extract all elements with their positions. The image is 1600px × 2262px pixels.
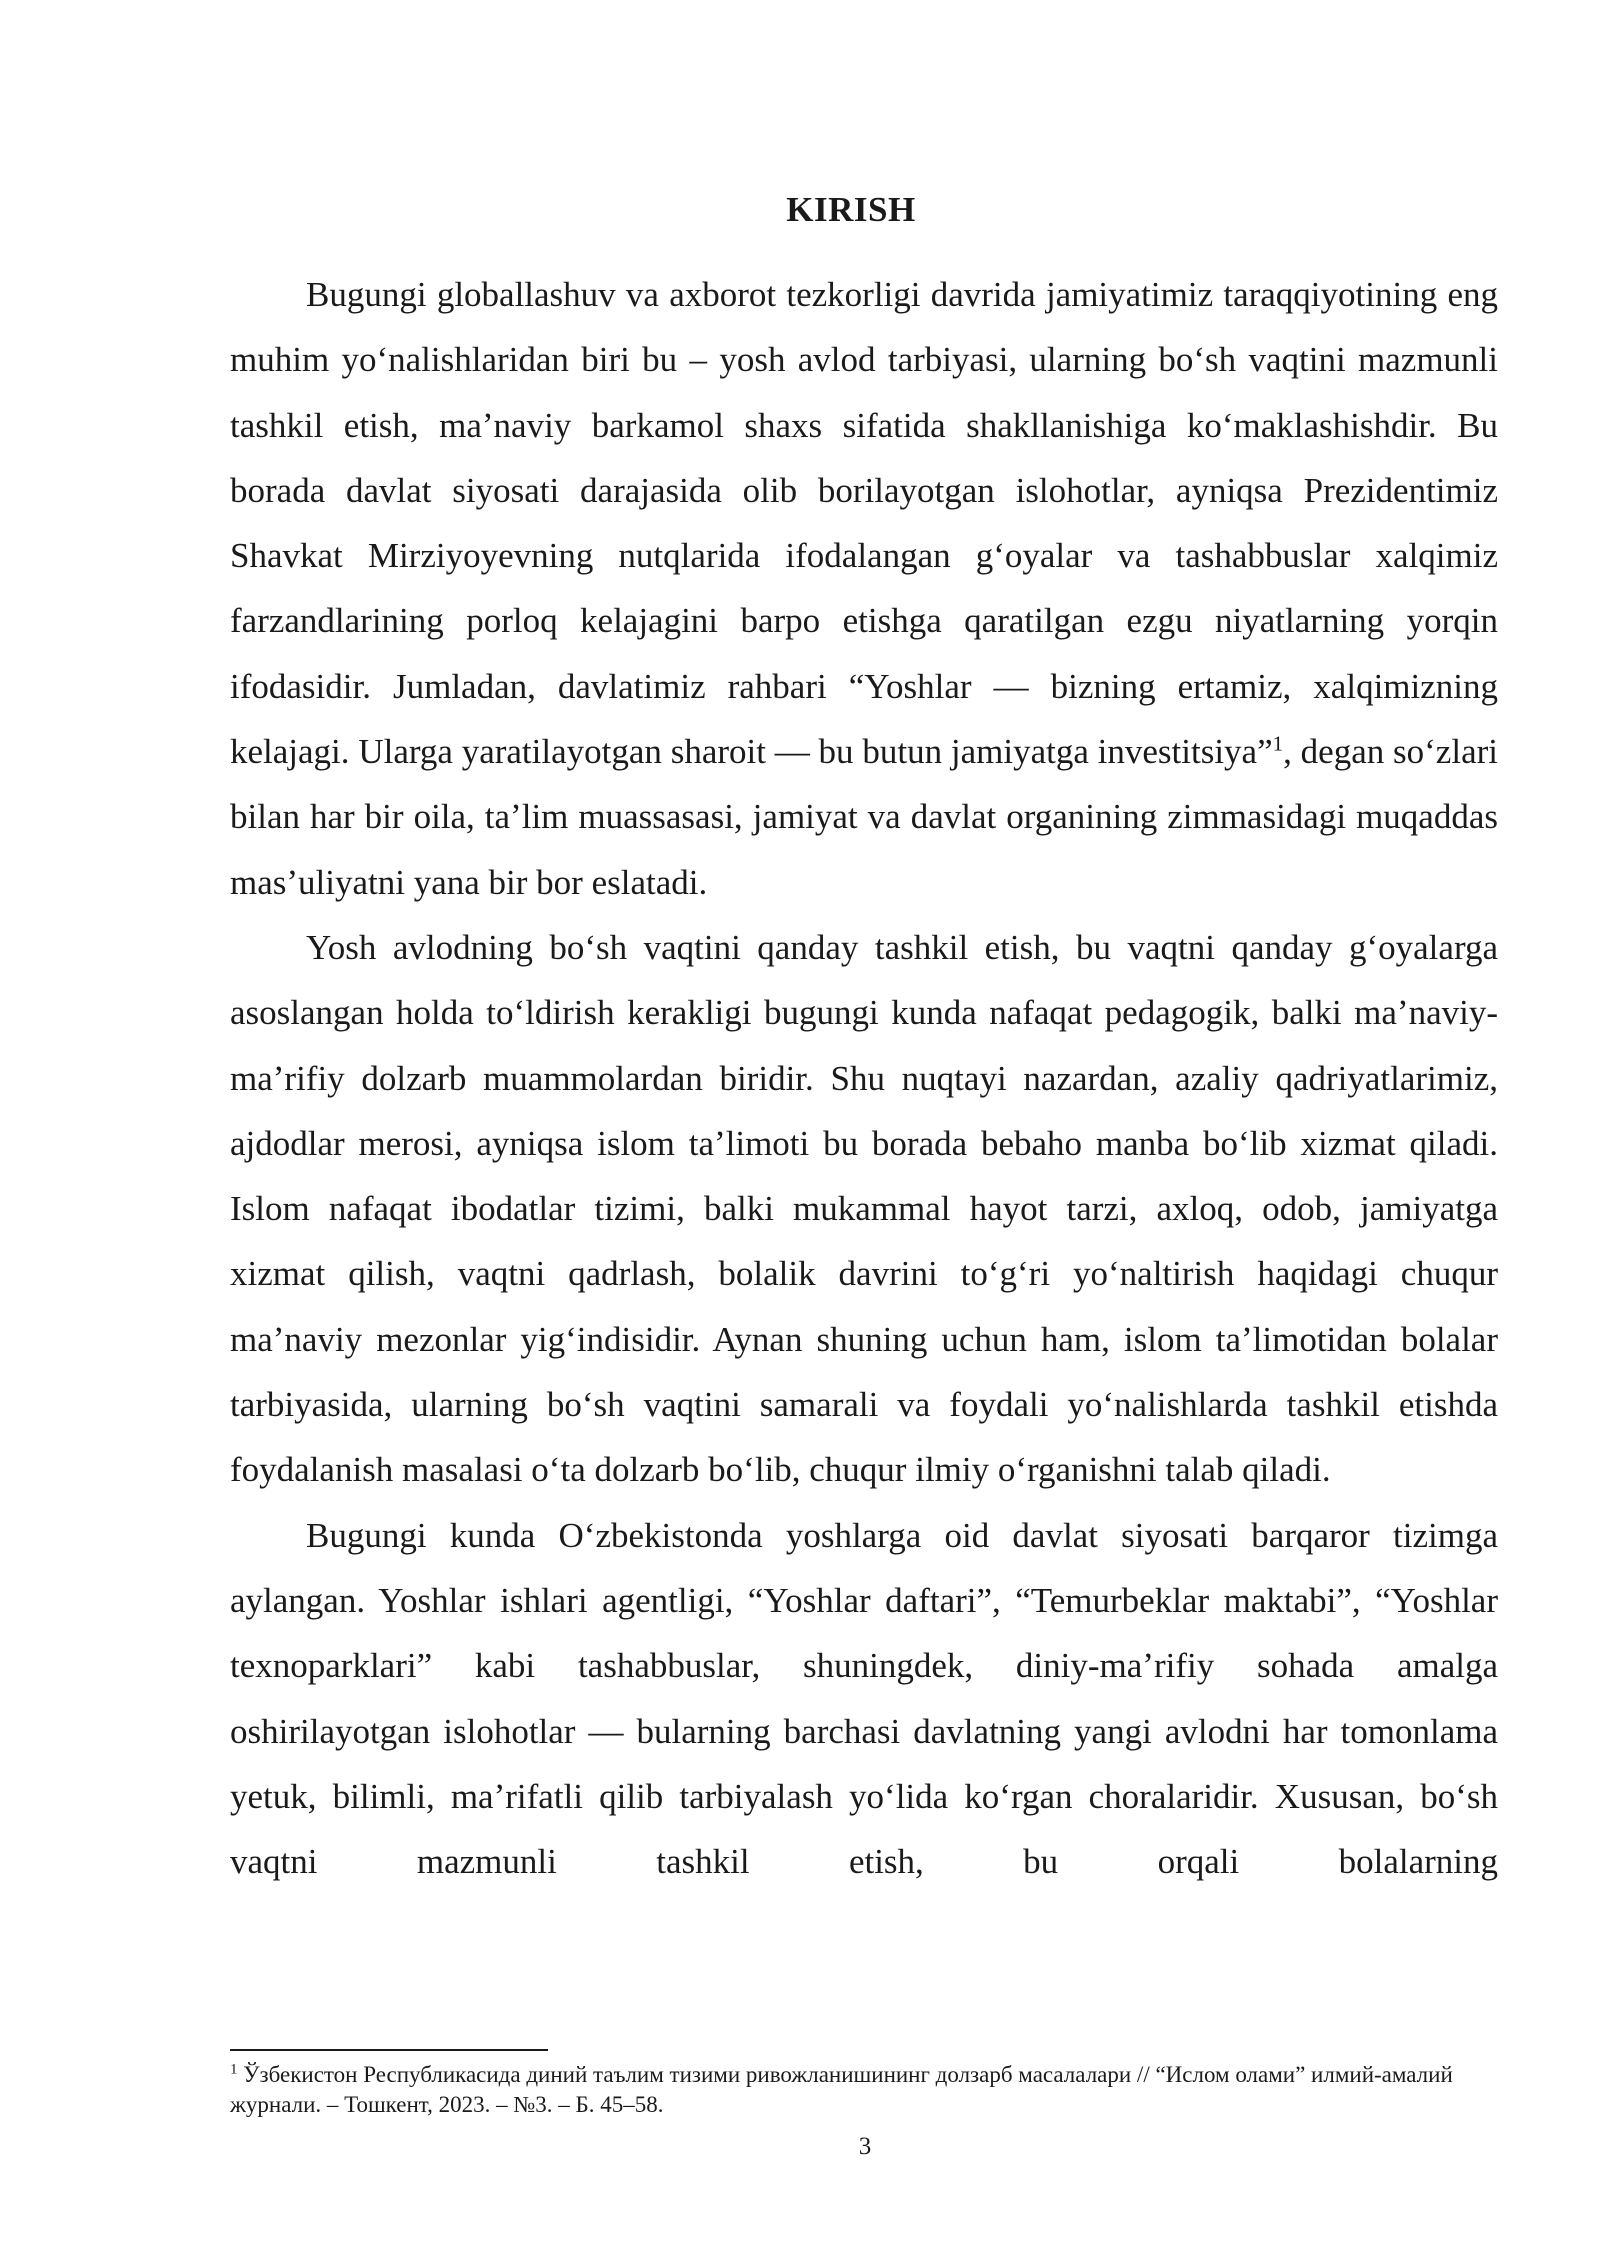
page-number: 3 [858,2133,872,2160]
footnote-text: Ўзбекистон Республикасида диний таълим тизими ривожланишининг долзарб масалалари // “Ислом олами” илмий-амалий журнали. – Тошкент, 2023. – №3. – Б. 45–58. [230,2062,1453,2117]
paragraph-1 [230,262,1498,915]
paragraph-2: Yosh avlodning boʻsh vaqtini qanday tashkil etish, bu vaqtni qanday gʻoyalarga asoslangan holda toʻldirish kerakligi bugungi kunda nafaqat pedagogik, balki maʼnaviy-maʼrifiy dolzarb muammolardan biridir. Shu nuqtayi nazardan, azaliy qadriyatlarimiz, ajdodlar merosi, ayniqsa islom taʼlimoti bu borada bebaho manba boʻlib xizmat qiladi. Islom nafaqat ibodatlar tizimi, balki mukammal hayot tarzi, axloq, odob, jamiyatga xizmat qilish, vaqtni qadrlash, bolalik davrini toʻgʻri yoʻnaltirish haqidagi chuqur maʼnaviy mezonlar yigʻindisidir. Aynan shuning uchun ham, islom taʼlimotidan bolalar tarbiyasida, ularning boʻsh vaqtini samarali va foydali yoʻnalishlarda tashkil etishda foydalanish masalasi oʻta dolzarb boʻlib, chuqur ilmiy oʻrganishni talab qiladi. [230,927,1498,1490]
footnote-separator [230,2049,548,2051]
footnote [230,2060,1498,2120]
footnote-reference: 1 [1272,731,1284,756]
paragraph-3: Bugungi kunda Oʻzbekistonda yoshlarga oid davlat siyosati barqaror tizimga aylangan. Yoshlar ishlari agentligi, “Yoshlar daftari”, “Temurbeklar maktabi”, “Yoshlar texnoparklari” kabi tashabbuslar, shuningdek, diniy-maʼrifiy sohada amalga oshirilayotgan islohotlar — bularning barchasi davlatning yangi avlodni har tomonlama yetuk, bilimli, maʼrifatli qilib tarbiyalash yoʻlida koʻrgan choralaridir. Xususan, boʻsh vaqtni mazmunli tashkil etish, bu orqali bolalarning [230,1515,1498,1882]
paragraph-1-text: Bugungi globallashuv va axborot tezkorligi davrida jamiyatimiz taraqqiyotining eng muhim yoʻnalishlaridan biri bu – yosh avlod tarbiyasi, ularning boʻsh vaqtini mazmunli tashkil etish, maʼnaviy barkamol shaxs sifatida shakllanishiga koʻmaklashishdir. Bu borada davlat siyosati darajasida olib borilayotgan islohotlar, ayniqsa Prezidentimiz Shavkat Mirziyoyevning nutqlarida ifodalangan gʻoyalar va tashabbuslar xalqimiz farzandlarining porloq kelajagini barpo etishga qaratilgan ezgu niyatlarning yorqin ifodasidir. Jumladan, davlatimiz rahbari “Yoshlar — bizning ertamiz, xalqimizning kelajagi. Ularga yaratilayotgan sharoit — bu butun jamiyatga investitsiya” [230,275,1498,772]
section-heading: KIRISH [786,190,916,229]
body-text [230,262,1498,1894]
footnote-mark: 1 [230,2061,238,2078]
paragraph-1-text-continued: , degan soʻzlari bilan har bir oila, taʼlim muassasasi, jamiyat va davlat organining zimmasidagi muqaddas masʼuliyatni yana bir bor eslatadi. [230,732,1498,902]
